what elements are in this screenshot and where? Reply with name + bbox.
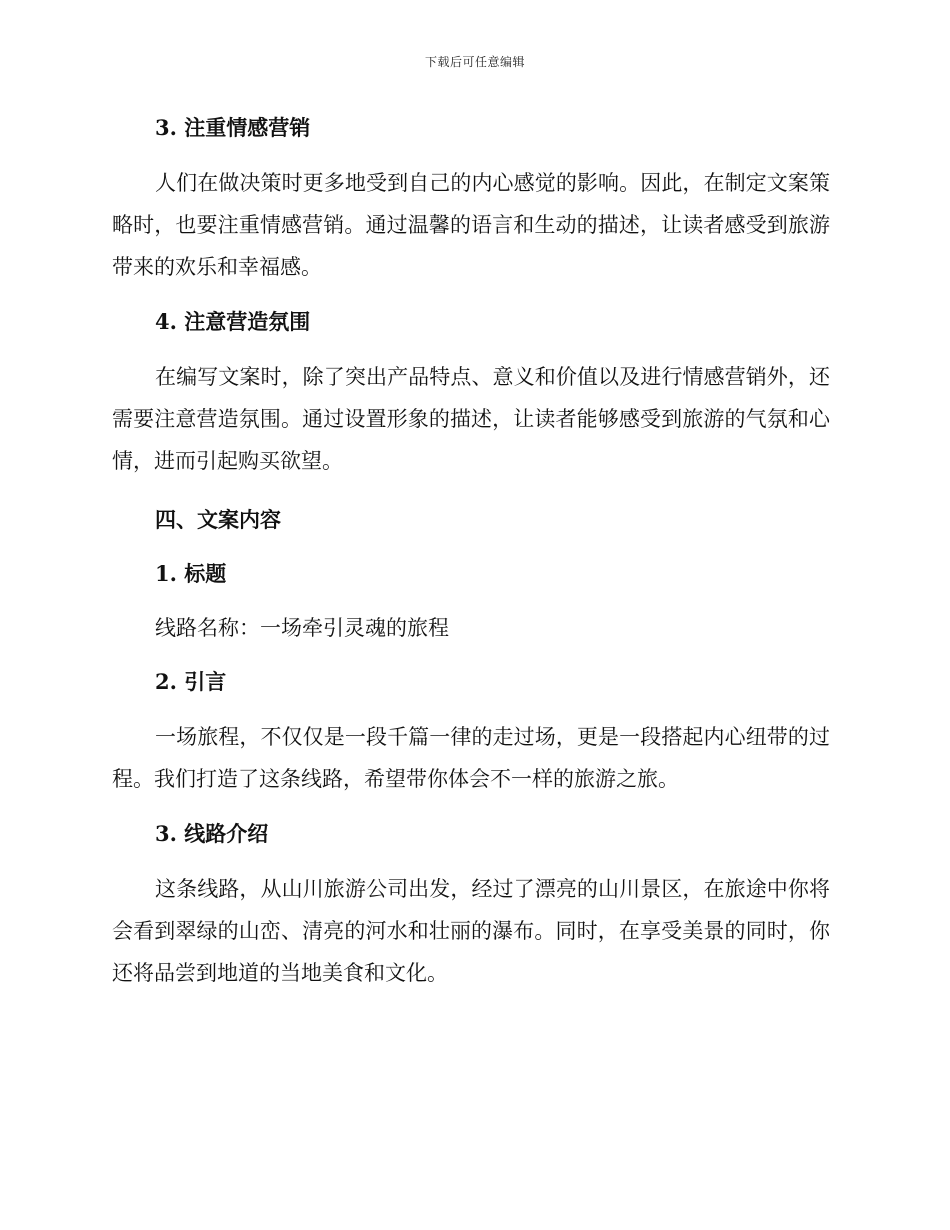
document-body [112,112,830,994]
section-heading-title: 1. 标题 [155,561,227,586]
section-paragraph-atmosphere: 在编写文案时，除了突出产品特点、意义和价值以及进行情感营销外，还需要注意营造氛围。通过设置形象的描述，让读者能够感受到旅游的气氛和心情，进而引起购买欲望。 [112,365,830,473]
section-paragraph-route-intro: 这条线路，从山川旅游公司出发，经过了漂亮的山川景区，在旅途中你将会看到翠绿的山峦、清亮的河水和壮丽的瀑布。同时，在享受美景的同时，你还将品尝到地道的当地美食和文化。 [112,877,830,985]
section-paragraph-introduction: 一场旅程，不仅仅是一段千篇一律的走过场，更是一段搭起内心纽带的过程。我们打造了这条线路，希望带你体会不一样的旅游之旅。 [112,725,830,791]
section-heading-introduction: 2. 引言 [155,669,227,694]
section-heading-emotional-marketing: 3. 注重情感营销 [155,115,311,140]
section-heading-atmosphere: 4. 注意营造氛围 [155,309,311,334]
route-name-line: 线路名称：一场牵引灵魂的旅程 [155,616,449,640]
section-heading-copy-content: 四、文案内容 [155,507,281,532]
section-heading-route-intro: 3. 线路介绍 [155,821,269,846]
section-paragraph-emotional-marketing: 人们在做决策时更多地受到自己的内心感觉的影响。因此，在制定文案策略时，也要注重情感营销。通过温馨的语言和生动的描述，让读者感受到旅游带来的欢乐和幸福感。 [112,171,830,279]
header-note: 下载后可任意编辑 [424,55,525,69]
